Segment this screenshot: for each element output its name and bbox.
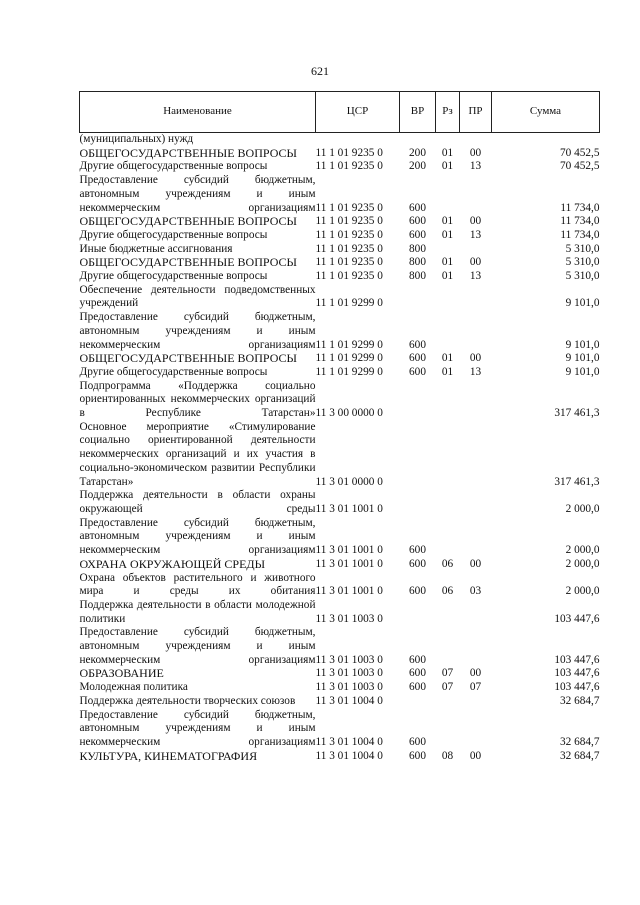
table-row (80, 243, 600, 257)
table-row (80, 489, 600, 516)
cell-pr (460, 380, 492, 421)
cell-vr: 600 (409, 352, 426, 365)
cell-sum: 9 101,0 (565, 338, 600, 351)
cell-pr (460, 626, 492, 667)
cell-sum: 2 000,0 (565, 544, 600, 557)
table-row (80, 709, 600, 750)
cell-name: Поддержка деятельности в области молодежной политики (79, 598, 316, 625)
cell-pr: 13 (469, 365, 482, 378)
cell-pr (460, 517, 492, 558)
table-row (80, 517, 600, 558)
cell-pr (460, 489, 492, 516)
cell-vr: 800 (409, 242, 426, 255)
cell-rz: 01 (441, 215, 454, 228)
cell-rz: 06 (441, 557, 454, 570)
cell-name: Другие общегосударственные вопросы (79, 160, 268, 173)
cell-vr: 800 (409, 256, 426, 269)
cell-vr (400, 284, 436, 311)
cell-name: Молодежная политика (79, 681, 188, 694)
cell-vr: 200 (409, 146, 426, 159)
cell-rz (436, 284, 460, 311)
cell-pr: 03 (469, 585, 482, 598)
cell-sum: 5 310,0 (565, 270, 600, 283)
cell-vr: 600 (409, 228, 426, 241)
cell-rz: 01 (441, 160, 454, 173)
cell-pr (460, 243, 492, 257)
cell-rz: 06 (441, 585, 454, 598)
cell-csr: 11 3 01 1001 0 (315, 544, 383, 557)
cell-vr: 600 (409, 557, 426, 570)
cell-csr: 11 1 01 9235 0 (315, 270, 383, 283)
table-row (80, 380, 600, 421)
cell-sum: 103 447,6 (554, 667, 600, 680)
cell-csr (316, 133, 400, 147)
page-number: 621 (311, 64, 329, 78)
cell-sum: 5 310,0 (565, 242, 600, 255)
cell-sum: 2 000,0 (565, 502, 600, 515)
cell-csr: 11 1 01 9299 0 (315, 365, 383, 378)
cell-csr: 11 1 01 9235 0 (315, 256, 383, 269)
cell-vr (400, 380, 436, 421)
cell-csr: 11 3 01 0000 0 (315, 475, 383, 488)
cell-pr: 00 (469, 557, 482, 570)
cell-csr: 11 3 01 1001 0 (315, 502, 383, 515)
cell-rz (436, 517, 460, 558)
cell-pr: 00 (469, 256, 482, 269)
cell-csr: 11 3 01 1003 0 (315, 653, 383, 666)
cell-vr (400, 133, 436, 147)
cell-sum: 9 101,0 (565, 365, 600, 378)
table-row (80, 133, 600, 147)
cell-name: КУЛЬТУРА, КИНЕМАТОГРАФИЯ (79, 748, 258, 763)
cell-vr: 200 (409, 160, 426, 173)
cell-rz (436, 243, 460, 257)
cell-vr: 600 (409, 215, 426, 228)
cell-rz (436, 709, 460, 750)
cell-name: Другие общегосударственные вопросы (79, 365, 268, 378)
cell-sum: 317 461,3 (554, 407, 600, 420)
cell-csr: 11 3 01 1004 0 (315, 694, 383, 707)
table-row (80, 366, 600, 380)
cell-rz: 07 (441, 681, 454, 694)
cell-sum: 11 734,0 (560, 201, 600, 214)
cell-name: Основное мероприятие «Стимулирование социально ориентированной деятельности некоммерческих организаций и их участия в социально-экономическом развитии Республики Татарстан» (79, 420, 316, 488)
cell-csr: 11 3 00 0000 0 (315, 407, 383, 420)
budget-table (79, 91, 600, 763)
cell-vr: 600 (409, 681, 426, 694)
cell-name: (муниципальных) нужд (79, 133, 194, 145)
table-row (80, 558, 600, 572)
cell-rz (436, 380, 460, 421)
table-row (80, 311, 600, 352)
cell-csr: 11 1 01 9235 0 (315, 146, 383, 159)
cell-rz (436, 626, 460, 667)
table-row (80, 270, 600, 284)
cell-name: ОБЩЕГОСУДАРСТВЕННЫЕ ВОПРОСЫ (79, 214, 297, 229)
cell-pr (460, 709, 492, 750)
cell-name: ОБРАЗОВАНИЕ (79, 666, 164, 681)
cell-name: ОБЩЕГОСУДАРСТВЕННЫЕ ВОПРОСЫ (79, 351, 297, 366)
cell-name: Поддержка деятельности в области охраны окружающей среды (79, 489, 316, 515)
cell-pr: 00 (469, 146, 482, 159)
cell-pr (460, 174, 492, 215)
cell-pr: 00 (469, 215, 482, 228)
table-row (80, 750, 600, 764)
cell-csr: 11 3 01 1001 0 (315, 557, 383, 570)
cell-name: Обеспечение деятельности подведомственных учреждений (79, 283, 316, 310)
cell-vr (400, 421, 436, 490)
cell-rz: 08 (441, 749, 454, 762)
cell-csr: 11 1 01 9235 0 (315, 201, 383, 214)
table-body (80, 133, 600, 764)
cell-rz (436, 311, 460, 352)
cell-rz (436, 421, 460, 490)
cell-sum: 2 000,0 (565, 585, 600, 598)
cell-csr: 11 1 01 9235 0 (315, 215, 383, 228)
cell-sum: 2 000,0 (565, 557, 600, 570)
cell-pr (460, 421, 492, 490)
cell-name: Иные бюджетные ассигнования (79, 242, 233, 255)
table-row (80, 681, 600, 695)
cell-sum: 9 101,0 (565, 352, 600, 365)
column-header-vr: ВР (400, 92, 436, 133)
cell-pr (460, 599, 492, 626)
cell-vr (400, 695, 436, 709)
cell-name: Охрана объектов растительного и животного мира и среды их обитания (79, 571, 316, 598)
cell-csr: 11 3 01 1001 0 (315, 585, 383, 598)
cell-pr: 00 (469, 749, 482, 762)
column-header-rz: Рз (436, 92, 460, 133)
cell-name: Подпрограмма «Поддержка социально ориентированных некоммерческих организаций в Республике Татарстан» (79, 379, 316, 420)
cell-sum: 32 684,7 (559, 694, 600, 707)
cell-csr: 11 1 01 9299 0 (315, 338, 383, 351)
cell-pr (460, 695, 492, 709)
cell-vr: 600 (409, 544, 426, 557)
cell-csr: 11 1 01 9235 0 (315, 242, 383, 255)
cell-rz: 01 (441, 256, 454, 269)
cell-name: Предоставление субсидий бюджетным, автономным учреждениям и иным некоммерческим организациям (79, 516, 316, 557)
cell-name: Поддержка деятельности творческих союзов (79, 694, 296, 707)
cell-vr: 800 (409, 270, 426, 283)
table-row (80, 160, 600, 174)
cell-vr: 600 (409, 365, 426, 378)
cell-sum: 11 734,0 (560, 228, 600, 241)
cell-sum: 103 447,6 (554, 681, 600, 694)
cell-sum: 103 447,6 (554, 653, 600, 666)
cell-rz: 01 (441, 228, 454, 241)
cell-sum: 11 734,0 (560, 215, 600, 228)
table-row (80, 284, 600, 311)
cell-csr: 11 1 01 9299 0 (315, 352, 383, 365)
table-header-row (80, 92, 600, 133)
table-row (80, 572, 600, 599)
cell-csr: 11 3 01 1003 0 (315, 667, 383, 680)
cell-rz (436, 695, 460, 709)
cell-pr: 00 (469, 667, 482, 680)
cell-rz: 01 (441, 365, 454, 378)
cell-sum: 9 101,0 (565, 297, 600, 310)
table-row (80, 147, 600, 161)
table-row (80, 667, 600, 681)
cell-csr: 11 3 01 1003 0 (315, 612, 383, 625)
cell-rz (436, 489, 460, 516)
column-header-csr: ЦСР (316, 92, 400, 133)
cell-vr (400, 489, 436, 516)
cell-sum: 5 310,0 (565, 256, 600, 269)
cell-vr (400, 599, 436, 626)
cell-sum: 32 684,7 (559, 749, 600, 762)
cell-rz: 01 (441, 270, 454, 283)
cell-pr: 13 (469, 270, 482, 283)
cell-sum: 103 447,6 (554, 612, 600, 625)
cell-csr: 11 1 01 9299 0 (315, 297, 383, 310)
table-row (80, 626, 600, 667)
cell-sum: 70 452,5 (559, 146, 600, 159)
cell-vr: 600 (409, 585, 426, 598)
cell-pr: 13 (469, 228, 482, 241)
cell-name: Другие общегосударственные вопросы (79, 228, 268, 241)
cell-csr: 11 3 01 1004 0 (315, 749, 383, 762)
table-row (80, 215, 600, 229)
cell-vr: 600 (409, 735, 426, 748)
table-row (80, 695, 600, 709)
cell-name: Предоставление субсидий бюджетным, автономным учреждениям и иным некоммерческим организациям (79, 311, 316, 351)
table-row (80, 229, 600, 243)
cell-rz (436, 133, 460, 147)
cell-pr: 13 (469, 160, 482, 173)
cell-name: ОБЩЕГОСУДАРСТВЕННЫЕ ВОПРОСЫ (79, 145, 297, 160)
column-header-name: Наименование (80, 92, 316, 133)
cell-name: Предоставление субсидий бюджетным, автономным учреждениям и иным некоммерческим организациям (79, 708, 316, 748)
column-header-pr: ПР (460, 92, 492, 133)
cell-pr (460, 133, 492, 147)
cell-rz (436, 174, 460, 215)
cell-vr: 600 (409, 201, 426, 214)
cell-pr (460, 284, 492, 311)
cell-sum: 70 452,5 (559, 160, 600, 173)
cell-name: Предоставление субсидий бюджетным, автономным учреждениям и иным некоммерческим организациям (79, 626, 316, 666)
cell-csr: 11 3 01 1004 0 (315, 735, 383, 748)
column-header-sum: Сумма (492, 92, 600, 133)
cell-pr: 00 (469, 352, 482, 365)
table-row (80, 599, 600, 626)
cell-name: Другие общегосударственные вопросы (79, 270, 268, 283)
cell-vr: 600 (409, 667, 426, 680)
cell-sum: 32 684,7 (559, 735, 600, 748)
cell-name: ОХРАНА ОКРУЖАЮЩЕЙ СРЕДЫ (79, 556, 266, 571)
cell-name: Предоставление субсидий бюджетным, автономным учреждениям и иным некоммерческим организациям (79, 174, 316, 214)
table-row (80, 174, 600, 215)
table-row (80, 421, 600, 490)
cell-vr: 600 (409, 338, 426, 351)
cell-sum (492, 133, 600, 147)
cell-csr: 11 1 01 9235 0 (315, 160, 383, 173)
cell-csr: 11 3 01 1003 0 (315, 681, 383, 694)
cell-sum: 317 461,3 (554, 475, 600, 488)
cell-rz (436, 599, 460, 626)
cell-rz: 07 (441, 667, 454, 680)
cell-rz: 01 (441, 352, 454, 365)
cell-name: ОБЩЕГОСУДАРСТВЕННЫЕ ВОПРОСЫ (79, 255, 297, 270)
cell-pr: 07 (469, 681, 482, 694)
cell-vr: 600 (409, 749, 426, 762)
table-row (80, 256, 600, 270)
cell-csr: 11 1 01 9235 0 (315, 228, 383, 241)
cell-vr: 600 (409, 653, 426, 666)
cell-pr (460, 311, 492, 352)
table-row (80, 352, 600, 366)
cell-rz: 01 (441, 146, 454, 159)
